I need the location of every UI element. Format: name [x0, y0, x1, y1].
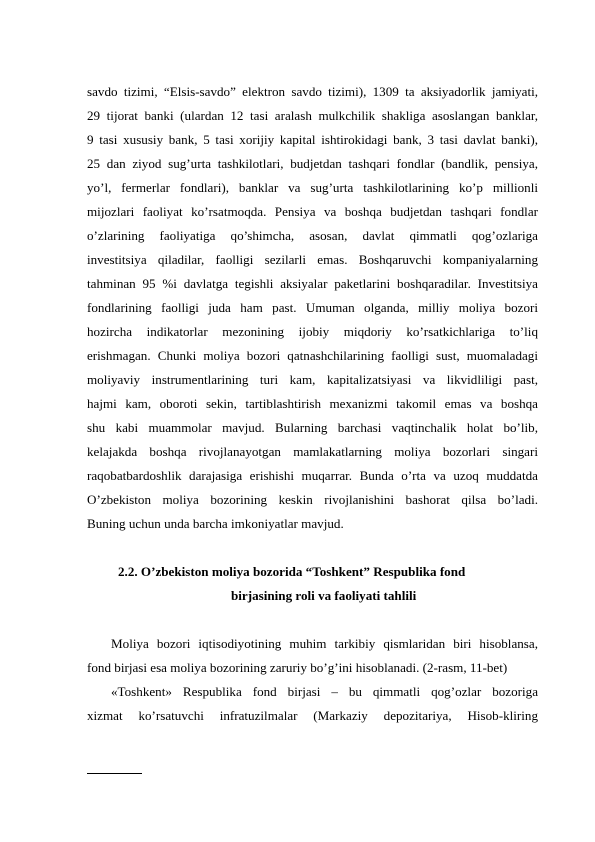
footnote-separator [87, 773, 142, 774]
paragraph-line: erishmagan. Chunki moliya bozori qatnashchilarining faolligi sust, muomaladagi [87, 348, 538, 363]
paragraph-line: O’zbekiston moliya bozorining keskin rivojlanishini bashorat qilsa bo’ladi. [87, 492, 538, 507]
paragraph-line: hozircha indikatorlar mezonining ijobiy miqdoriy ko’rsatkichlariga to’liq [87, 324, 538, 339]
paragraph-line: o’zlarining faoliyatiga qo’shimcha, asosan, davlat qimmatli qog’ozlariga [87, 228, 538, 243]
paragraph-line: raqobatbardoshlik darajasiga erishishi muqarrar. Bunda o’rta va uzoq muddatda [87, 468, 538, 483]
paragraph-line: shu kabi muammolar mavjud. Bularning barchasi vaqtinchalik holat bo’lib, [87, 420, 538, 435]
paragraph-line: mijozlari faoliyat ko’rsatmoqda. Pensiya va boshqa budjetdan tashqari fondlar [87, 204, 538, 219]
paragraph-line: Moliya bozori iqtisodiyotining muhim tarkibiy qismlaridan biri hisoblansa, [111, 636, 538, 651]
paragraph-line: tahminan 95 %i davlatga tegishli aksiyalar paketlarini boshqaradilar. Investitsiya [87, 276, 538, 291]
paragraph-line: yo’l, fermerlar fondlari), banklar va sug’urta tashkilotlarining ko’p millionli [87, 180, 538, 195]
paragraph-line: 25 dan ziyod sug’urta tashkilotlari, budjetdan tashqari fondlar (bandlik, pensiya, [87, 156, 538, 171]
paragraph-line: moliyaviy instrumentlarining turi kam, kapitalizatsiyasi va likvidliligi past, [87, 372, 538, 387]
paragraph-line: fond birjasi esa moliya bozorining zaruriy bo’g’ini hisoblanadi. (2-rasm, 11-bet) [87, 660, 508, 675]
paragraph-line: 9 tasi xususiy bank, 5 tasi xorijiy kapital ishtirokidagi bank, 3 tasi davlat banki), [87, 132, 538, 147]
paragraph-line: 29 tijorat banki (ulardan 12 tasi aralash mulkchilik shakliga asoslangan banklar, [87, 108, 538, 123]
paragraph-line: xizmat ko’rsatuvchi infratuzilmalar (Markaziy depozitariya, Hisob-kliring [87, 708, 538, 723]
paragraph-line: Buning uchun unda barcha imkoniyatlar mavjud. [87, 516, 344, 531]
paragraph-line: savdo tizimi, “Elsis-savdo” elektron savdo tizimi), 1309 ta aksiyadorlik jamiyati, [87, 84, 538, 99]
paragraph-line: fondlarining faolligi juda ham past. Umuman olganda, milliy moliya bozori [87, 300, 538, 315]
paragraph-line: investitsiya qiladilar, faolligi sezilarli emas. Boshqaruvchi kompaniyalarning [87, 252, 538, 267]
paragraph-line: kelajakda boshqa rivojlanayotgan mamlakatlarning moliya bozorlari singari [87, 444, 538, 459]
paragraph-line: «Toshkent» Respublika fond birjasi – bu qimmatli qog’ozlar bozoriga [111, 684, 538, 699]
paragraph-line: hajmi kam, oboroti sekin, tartiblashtirish mexanizmi takomil emas va boshqa [87, 396, 538, 411]
section-heading-line2: birjasining roli va faoliyati tahlili [231, 588, 417, 603]
section-heading: 2.2. O’zbekiston moliya bozorida “Toshkent” Respublika fond [118, 564, 466, 579]
